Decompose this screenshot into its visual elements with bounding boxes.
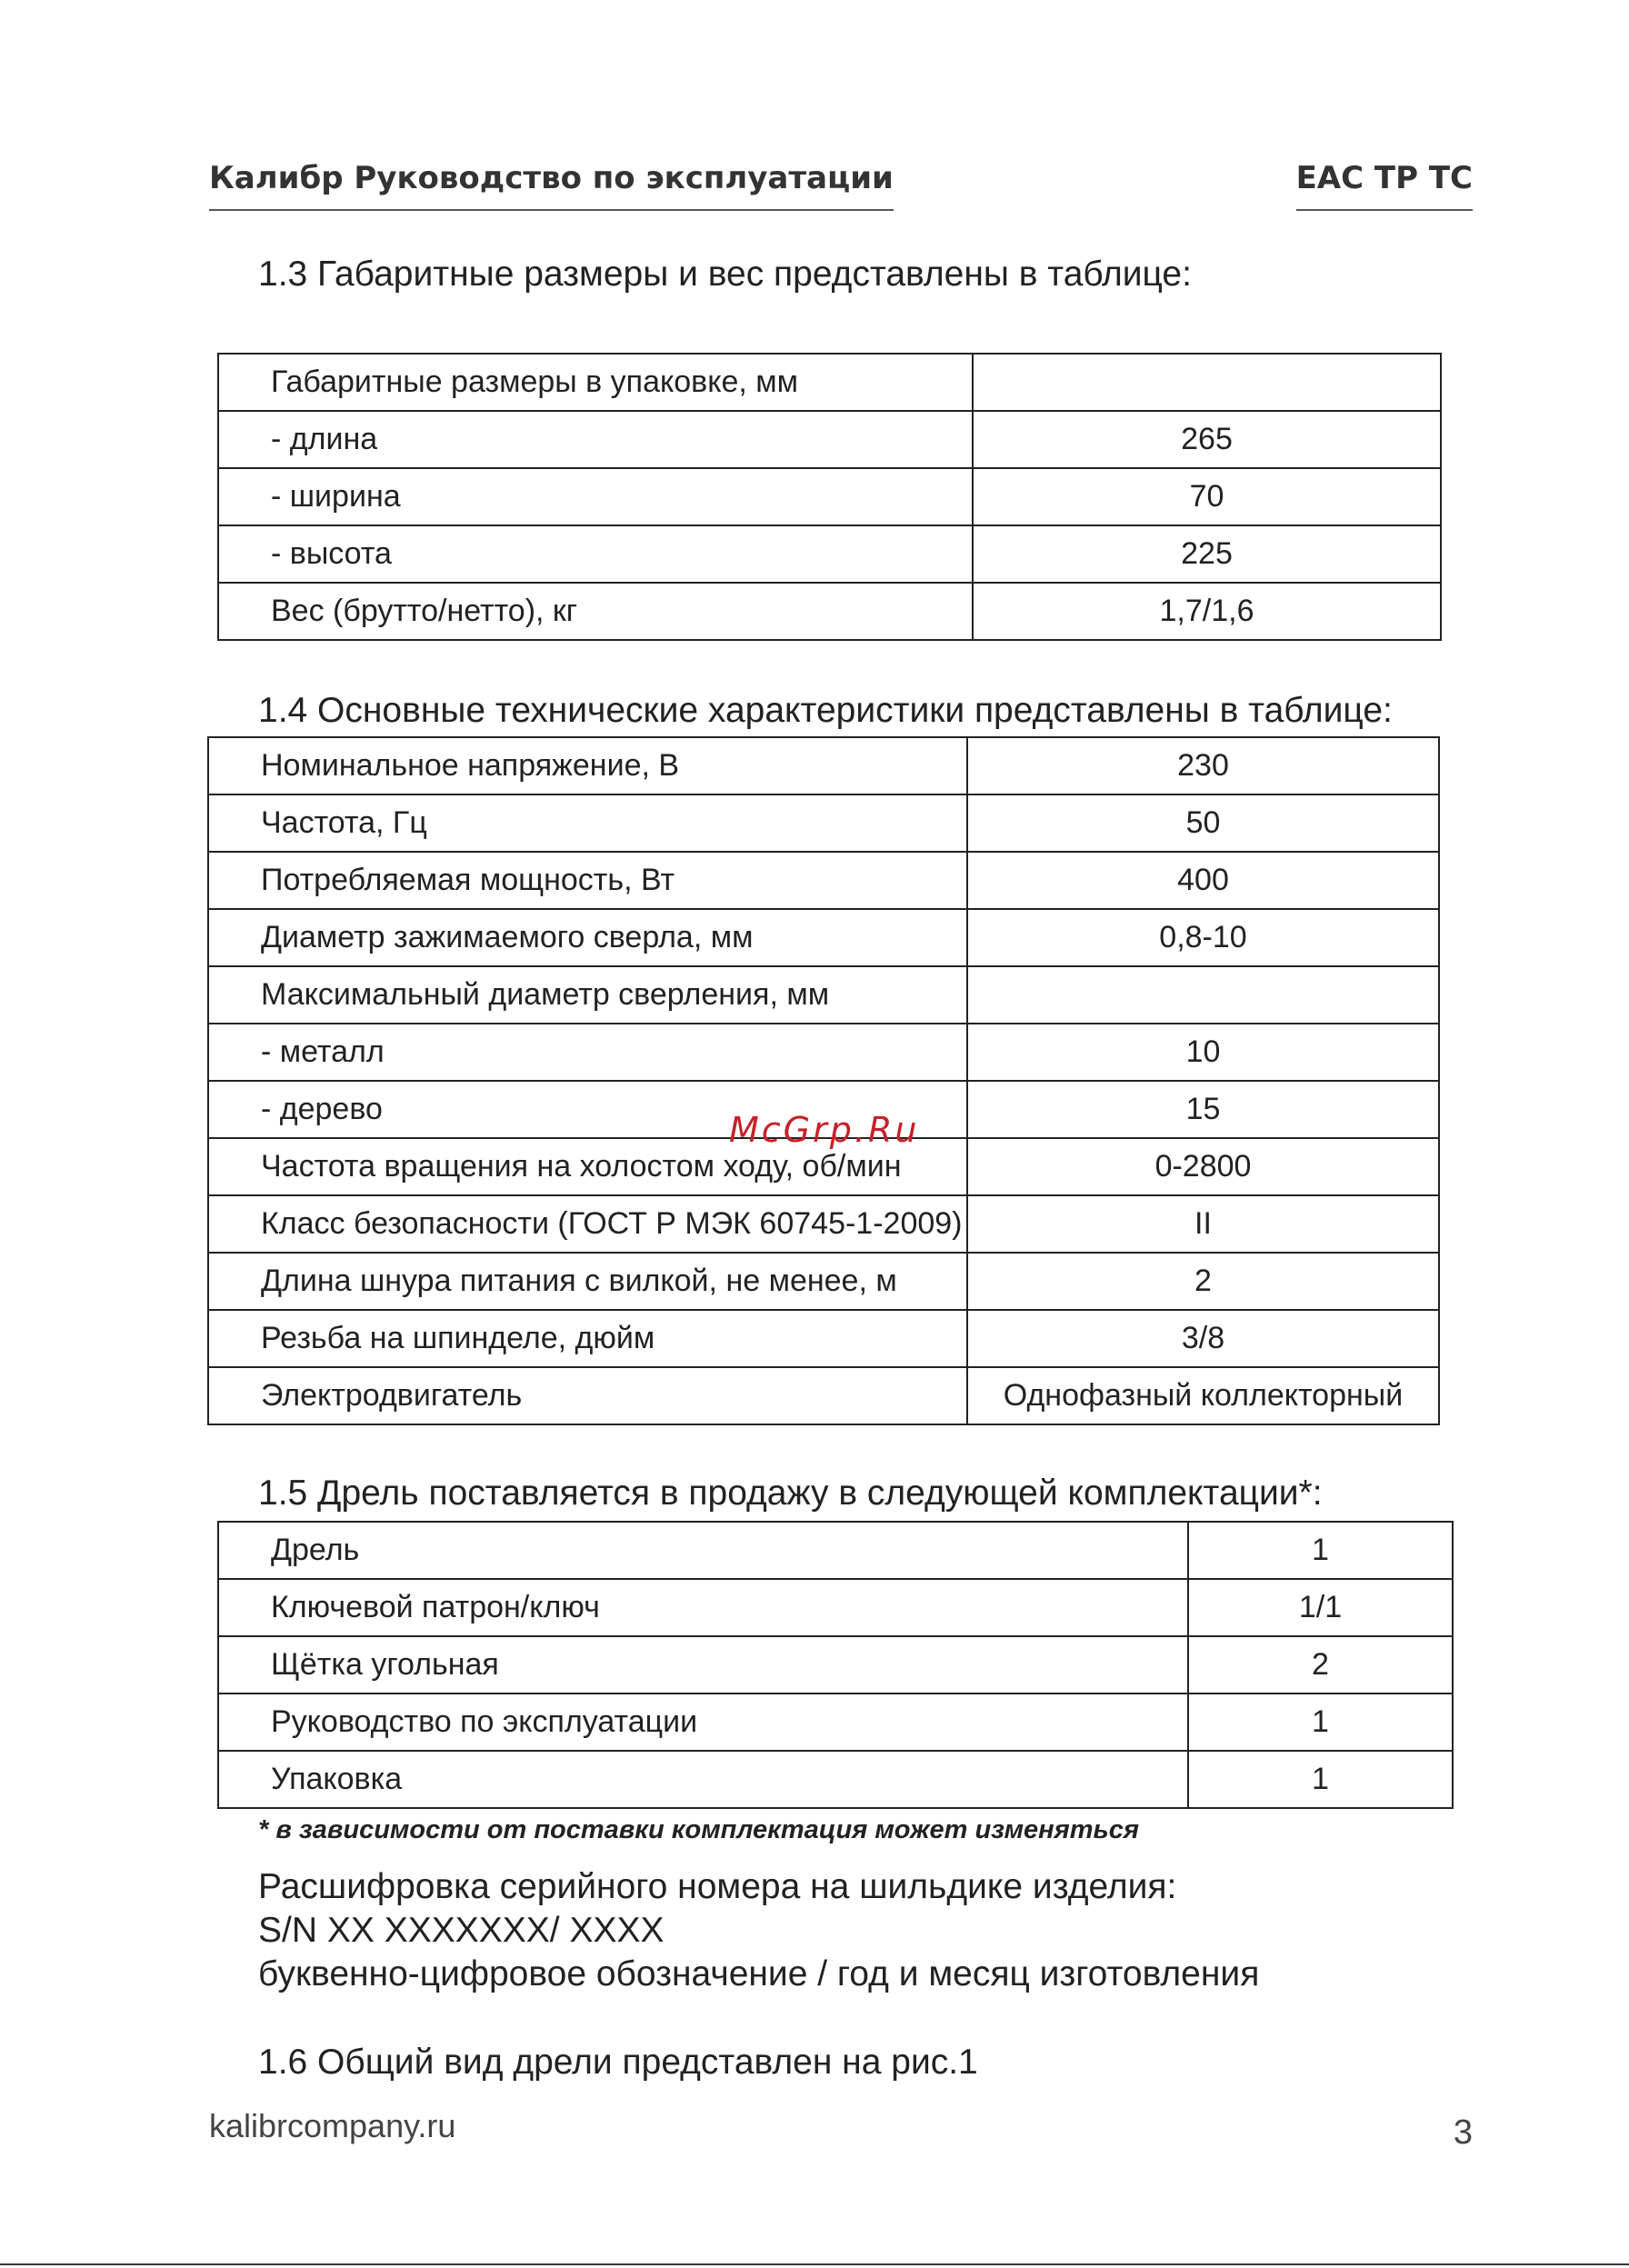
row-value: 15	[967, 1081, 1439, 1138]
row-value: 0-2800	[967, 1138, 1439, 1195]
row-label: - высота	[218, 525, 973, 583]
table-row	[208, 1367, 1439, 1424]
table-row	[218, 468, 1441, 525]
row-label: Потребляемая мощность, Вт	[208, 852, 967, 909]
table-row	[218, 525, 1441, 583]
serial-number-description	[258, 1865, 1259, 1996]
table-row	[218, 1579, 1453, 1636]
row-value	[973, 354, 1441, 411]
row-label: - длина	[218, 411, 973, 468]
package-contents-table	[217, 1521, 1454, 1809]
row-value: 70	[973, 468, 1441, 525]
row-label: Частота, Гц	[208, 794, 967, 852]
section-1-3-title: 1.3 Габаритные размеры и вес представлены в таблице:	[258, 255, 1192, 294]
row-value: 50	[967, 794, 1439, 852]
row-label: - ширина	[218, 468, 973, 525]
row-label: Дрель	[218, 1522, 1188, 1579]
row-label: - дерево	[208, 1081, 967, 1138]
row-value: 3/8	[967, 1310, 1439, 1367]
row-value: 2	[1188, 1636, 1453, 1694]
serial-line-2: S/N XX XXXXXXX/ XXXX	[258, 1911, 665, 1950]
table-row	[218, 1522, 1453, 1579]
table-row	[218, 1636, 1453, 1694]
serial-line-1: Расшифровка серийного номера на шильдике изделия:	[258, 1867, 1177, 1906]
document-header-title: Калибр Руководство по эксплуатации	[209, 153, 894, 211]
table-row	[208, 737, 1439, 794]
serial-line-3: буквенно-цифровое обозначение / год и месяц изготовления	[258, 1954, 1260, 1993]
row-value: 10	[967, 1024, 1439, 1081]
bottom-divider	[0, 2263, 1629, 2265]
table-row	[208, 852, 1439, 909]
table-row	[208, 1310, 1439, 1367]
row-label: Максимальный диаметр сверления, мм	[208, 966, 967, 1024]
table-row	[208, 966, 1439, 1024]
row-label: Класс безопасности (ГОСТ Р МЭК 60745-1-2009)	[208, 1195, 967, 1253]
row-label: - металл	[208, 1024, 967, 1081]
row-value: 265	[973, 411, 1441, 468]
table-row	[208, 909, 1439, 966]
footer-website: kalibrcompany.ru	[209, 2107, 456, 2144]
row-label: Диаметр зажимаемого сверла, мм	[208, 909, 967, 966]
row-label: Габаритные размеры в упаковке, мм	[218, 354, 973, 411]
specifications-table	[207, 736, 1440, 1425]
page-number: 3	[1453, 2113, 1473, 2152]
section-1-6-title: 1.6 Общий вид дрели представлен на рис.1	[258, 2043, 978, 2082]
table-row	[218, 411, 1441, 468]
table-row	[208, 1253, 1439, 1310]
row-value: 1	[1188, 1694, 1453, 1751]
row-value: Однофазный коллекторный	[967, 1367, 1439, 1424]
table-row	[218, 354, 1441, 411]
dimensions-table	[217, 353, 1442, 641]
row-label: Частота вращения на холостом ходу, об/мин	[208, 1138, 967, 1195]
section-1-5-title: 1.5 Дрель поставляется в продажу в следующей комплектации*:	[258, 1474, 1323, 1513]
table-row	[208, 794, 1439, 852]
table-row	[208, 1024, 1439, 1081]
row-value: 2	[967, 1253, 1439, 1310]
table-row	[208, 1195, 1439, 1253]
row-value: 1,7/1,6	[973, 583, 1441, 640]
table-row	[218, 583, 1441, 640]
row-value: 1	[1188, 1522, 1453, 1579]
row-label: Длина шнура питания с вилкой, не менее, м	[208, 1253, 967, 1310]
row-label: Номинальное напряжение, В	[208, 737, 967, 794]
section-1-4-title: 1.4 Основные технические характеристики представлены в таблице:	[258, 691, 1393, 730]
row-value	[967, 966, 1439, 1024]
row-value: 1/1	[1188, 1579, 1453, 1636]
row-value: 400	[967, 852, 1439, 909]
certification-mark: EAC TP TC	[1296, 153, 1473, 211]
row-label: Резьба на шпинделе, дюйм	[208, 1310, 967, 1367]
row-value: 230	[967, 737, 1439, 794]
row-value: 0,8-10	[967, 909, 1439, 966]
row-value: II	[967, 1195, 1439, 1253]
row-label: Щётка угольная	[218, 1636, 1188, 1694]
row-label: Вес (брутто/нетто), кг	[218, 583, 973, 640]
row-label: Руководство по эксплуатации	[218, 1694, 1188, 1751]
row-label: Ключевой патрон/ключ	[218, 1579, 1188, 1636]
row-label: Упаковка	[218, 1751, 1188, 1808]
row-value: 1	[1188, 1751, 1453, 1808]
table-row	[218, 1694, 1453, 1751]
watermark: McGrp.Ru	[729, 1110, 920, 1150]
footnote: * в зависимости от поставки комплектация может изменяться	[258, 1815, 1139, 1844]
row-value: 225	[973, 525, 1441, 583]
row-label: Электродвигатель	[208, 1367, 967, 1424]
table-row	[218, 1751, 1453, 1808]
